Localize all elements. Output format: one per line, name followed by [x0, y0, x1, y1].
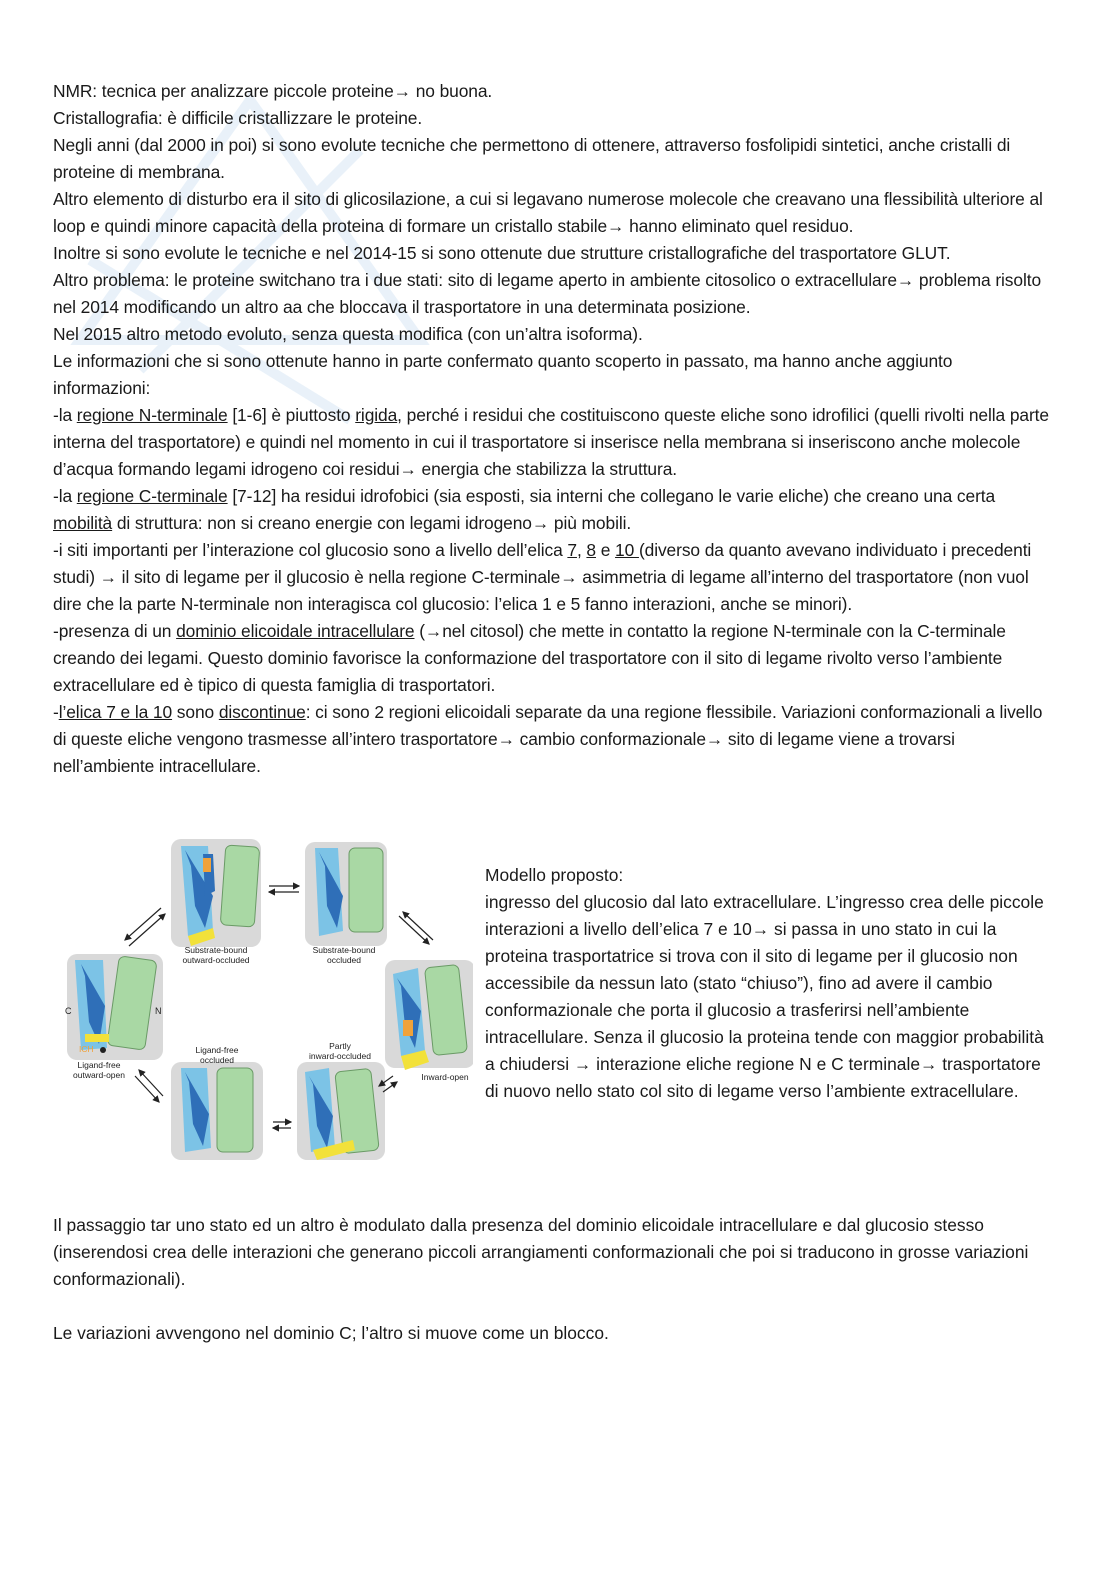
text-segment: : ci sono 2 regioni elicoidali separate da una regione flessibile. Variazioni conformazionali a livello di queste eliche vengono trasmesse all’intero trasportatore→ cambio conformazionale→ sito di legame viene a trovarsi nell’ambiente intracellulare. [53, 702, 1043, 776]
label-occluded-1: Substrate-bound [312, 945, 376, 955]
transport-cycle-figure [63, 836, 473, 1166]
label-c: C [65, 1006, 72, 1016]
underlined-term: discontinue [218, 702, 306, 722]
paragraph [53, 348, 1053, 402]
text-segment: Negli anni (dal 2000 in poi) si sono evolute tecniche che permettono di ottenere, attraverso fosfolipidi sintetici, anche cristalli di proteine di membrana. [53, 135, 1011, 182]
paragraph [53, 321, 1053, 348]
caption-title: Modello proposto: [485, 865, 624, 885]
label-partly-inward-1: Partly [329, 1041, 351, 1051]
paragraph [53, 402, 1053, 483]
text-segment: Altro problema: le proteine switchano tra i due stati: sito di legame aperto in ambiente citosolico o extracellulare→ problema risolto nel 2014 modificando un altro aa che bloccava il trasportatore in una determinata posizione. [53, 270, 1042, 317]
state-inward-open [385, 960, 473, 1082]
figure-caption [485, 862, 1055, 1105]
text-segment: Cristallografia: è difficile cristallizzare le proteine. [53, 108, 423, 128]
main-text [53, 78, 1053, 780]
label-inward-open: Inward-open [421, 1072, 469, 1082]
state-outward-occluded [171, 839, 261, 965]
paragraph [53, 483, 1053, 537]
label-ligand-free-occluded-2: occluded [199, 1055, 235, 1065]
text-segment: -presenza di un [53, 621, 177, 641]
caption-body: ingresso del glucosio dal lato extracellulare. L’ingresso crea delle piccole interazioni a livello dell’elica 7 e 10→ si passa in uno stato in cui la proteina trasportatrice si trova con il sito di legame per il glucosio non accessibile da nessun lato (stato “chiuso”), fino ad avere il cambio conformazionale che porta il glucosio a trasferirsi nell’ambiente intracellulare. Senza il glucosio la proteina tende con maggior probabilità a chiudersi → interazione eliche regione N e C terminale→ trasportatore di nuovo nello stato col sito di legame verso l’ambiente extracellulare. [485, 892, 1044, 1101]
text-segment: (diverso da quanto avevano individuato i precedenti studi) → il sito di legame per il glucosio è nella regione C-terminale→ asimmetria di legame all’interno del trasportatore (non vuol dire che la parte N-terminale non interagisca col glucosio: l’elica 1 e 5 fanno interazioni, anche se minori). [53, 540, 1032, 614]
paragraph [53, 105, 1053, 132]
text-segment: di struttura: non si creano energie con legami idrogeno→ più mobili. [112, 513, 632, 533]
label-occluded-2: occluded [326, 955, 362, 965]
label-outward-open-2: outward-open [73, 1070, 125, 1080]
state-occluded [305, 842, 387, 965]
underlined-term: 8 [586, 540, 596, 560]
underlined-term: 10 [615, 540, 639, 560]
bottom-paragraph-1: Il passaggio tar uno stato ed un altro è modulato dalla presenza del dominio elicoidale intracellulare e dal glucosio stesso (inserendosi crea delle interazioni che generano piccoli arrangiamenti conformazionali che poi si traducono in grosse variazioni conformazionali). [53, 1215, 1029, 1289]
state-outward-open [65, 954, 163, 1080]
label-outward-occluded-2: outward-occluded [182, 955, 250, 965]
label-partly-inward-2: inward-occluded [309, 1051, 371, 1061]
text-segment: Altro elemento di disturbo era il sito di glicosilazione, a cui si legavano numerose molecole che creavano una flessibilità ulteriore al loop e quindi minore capacità della proteina di formare un cristallo stabile→ hanno eliminato quel residuo. [53, 189, 1043, 236]
paragraph [53, 267, 1053, 321]
text-segment: NMR: tecnica per analizzare piccole proteine→ no buona. [53, 81, 493, 101]
label-ich: ICH [79, 1044, 94, 1054]
underlined-term: regione N-terminale [76, 405, 228, 425]
underlined-term: rigida [355, 405, 398, 425]
underlined-term: regione C-terminale [76, 486, 228, 506]
label-n: N [155, 1006, 162, 1016]
paragraph [53, 186, 1053, 240]
text-segment: sono [172, 702, 219, 722]
paragraph [53, 78, 1053, 105]
text-segment: (→nel citosol) che mette in contatto la regione N-terminale con la C-terminale creando dei legami. Questo dominio favorisce la conformazione del trasportatore con il sito di legame rivolto verso l’ambiente extracellulare ed è tipico di questa famiglia di trasportatori. [53, 621, 1006, 695]
text-segment: , [576, 540, 587, 560]
text-segment: -la [53, 486, 77, 506]
paragraph [53, 699, 1053, 780]
figure-row [53, 836, 1053, 1166]
underlined-term: l’elica 7 e la 10 [58, 702, 173, 722]
underlined-term: mobilità [53, 513, 113, 533]
text-segment: [7-12] ha residui idrofobici (sia esposti, sia interni che collegano le varie eliche) che creano una certa [227, 486, 996, 506]
text-segment: - [53, 702, 59, 722]
label-outward-open-1: Ligand-free [77, 1060, 121, 1070]
text-segment: e [596, 540, 616, 560]
text-segment: , perché i residui che costituiscono queste eliche sono idrofilici (quelli rivolti nella parte interna del trasportatore) e quindi nel momento in cui il trasportatore si inserisce nella membrana si inseriscono anche molecole d’acqua formando legami idrogeno coi residui→ energia che stabilizza la struttura. [53, 405, 1049, 479]
text-segment: -la [53, 405, 77, 425]
text-segment: Inoltre si sono evolute le tecniche e nel 2014-15 si sono ottenute due strutture cristallografiche del trasportatore GLUT. [53, 243, 951, 263]
state-ligand-free-occluded [171, 1045, 263, 1160]
paragraph [53, 132, 1053, 186]
underlined-term: dominio elicoidale intracellulare [176, 621, 415, 641]
paragraph [53, 618, 1053, 699]
underlined-term: 7 [567, 540, 577, 560]
text-segment: Nel 2015 altro metodo evoluto, senza questa modifica (con un’altra isoforma). [53, 324, 643, 344]
text-segment: [1-6] è piuttosto [227, 405, 356, 425]
label-ligand-free-occluded-1: Ligand-free [195, 1045, 239, 1055]
bottom-text [53, 1212, 1053, 1347]
state-partly-inward-occluded [297, 1041, 385, 1160]
paragraph [53, 240, 1053, 267]
paragraph [53, 537, 1053, 618]
bottom-paragraph-2: Le variazioni avvengono nel dominio C; l’altro si muove come un blocco. [53, 1323, 609, 1343]
text-segment: Le informazioni che si sono ottenute hanno in parte confermato quanto scoperto in passato, ma hanno anche aggiunto informazioni: [53, 351, 953, 398]
label-outward-occluded-1: Substrate-bound [184, 945, 248, 955]
text-segment: -i siti importanti per l’interazione col glucosio sono a livello dell’elica [53, 540, 568, 560]
